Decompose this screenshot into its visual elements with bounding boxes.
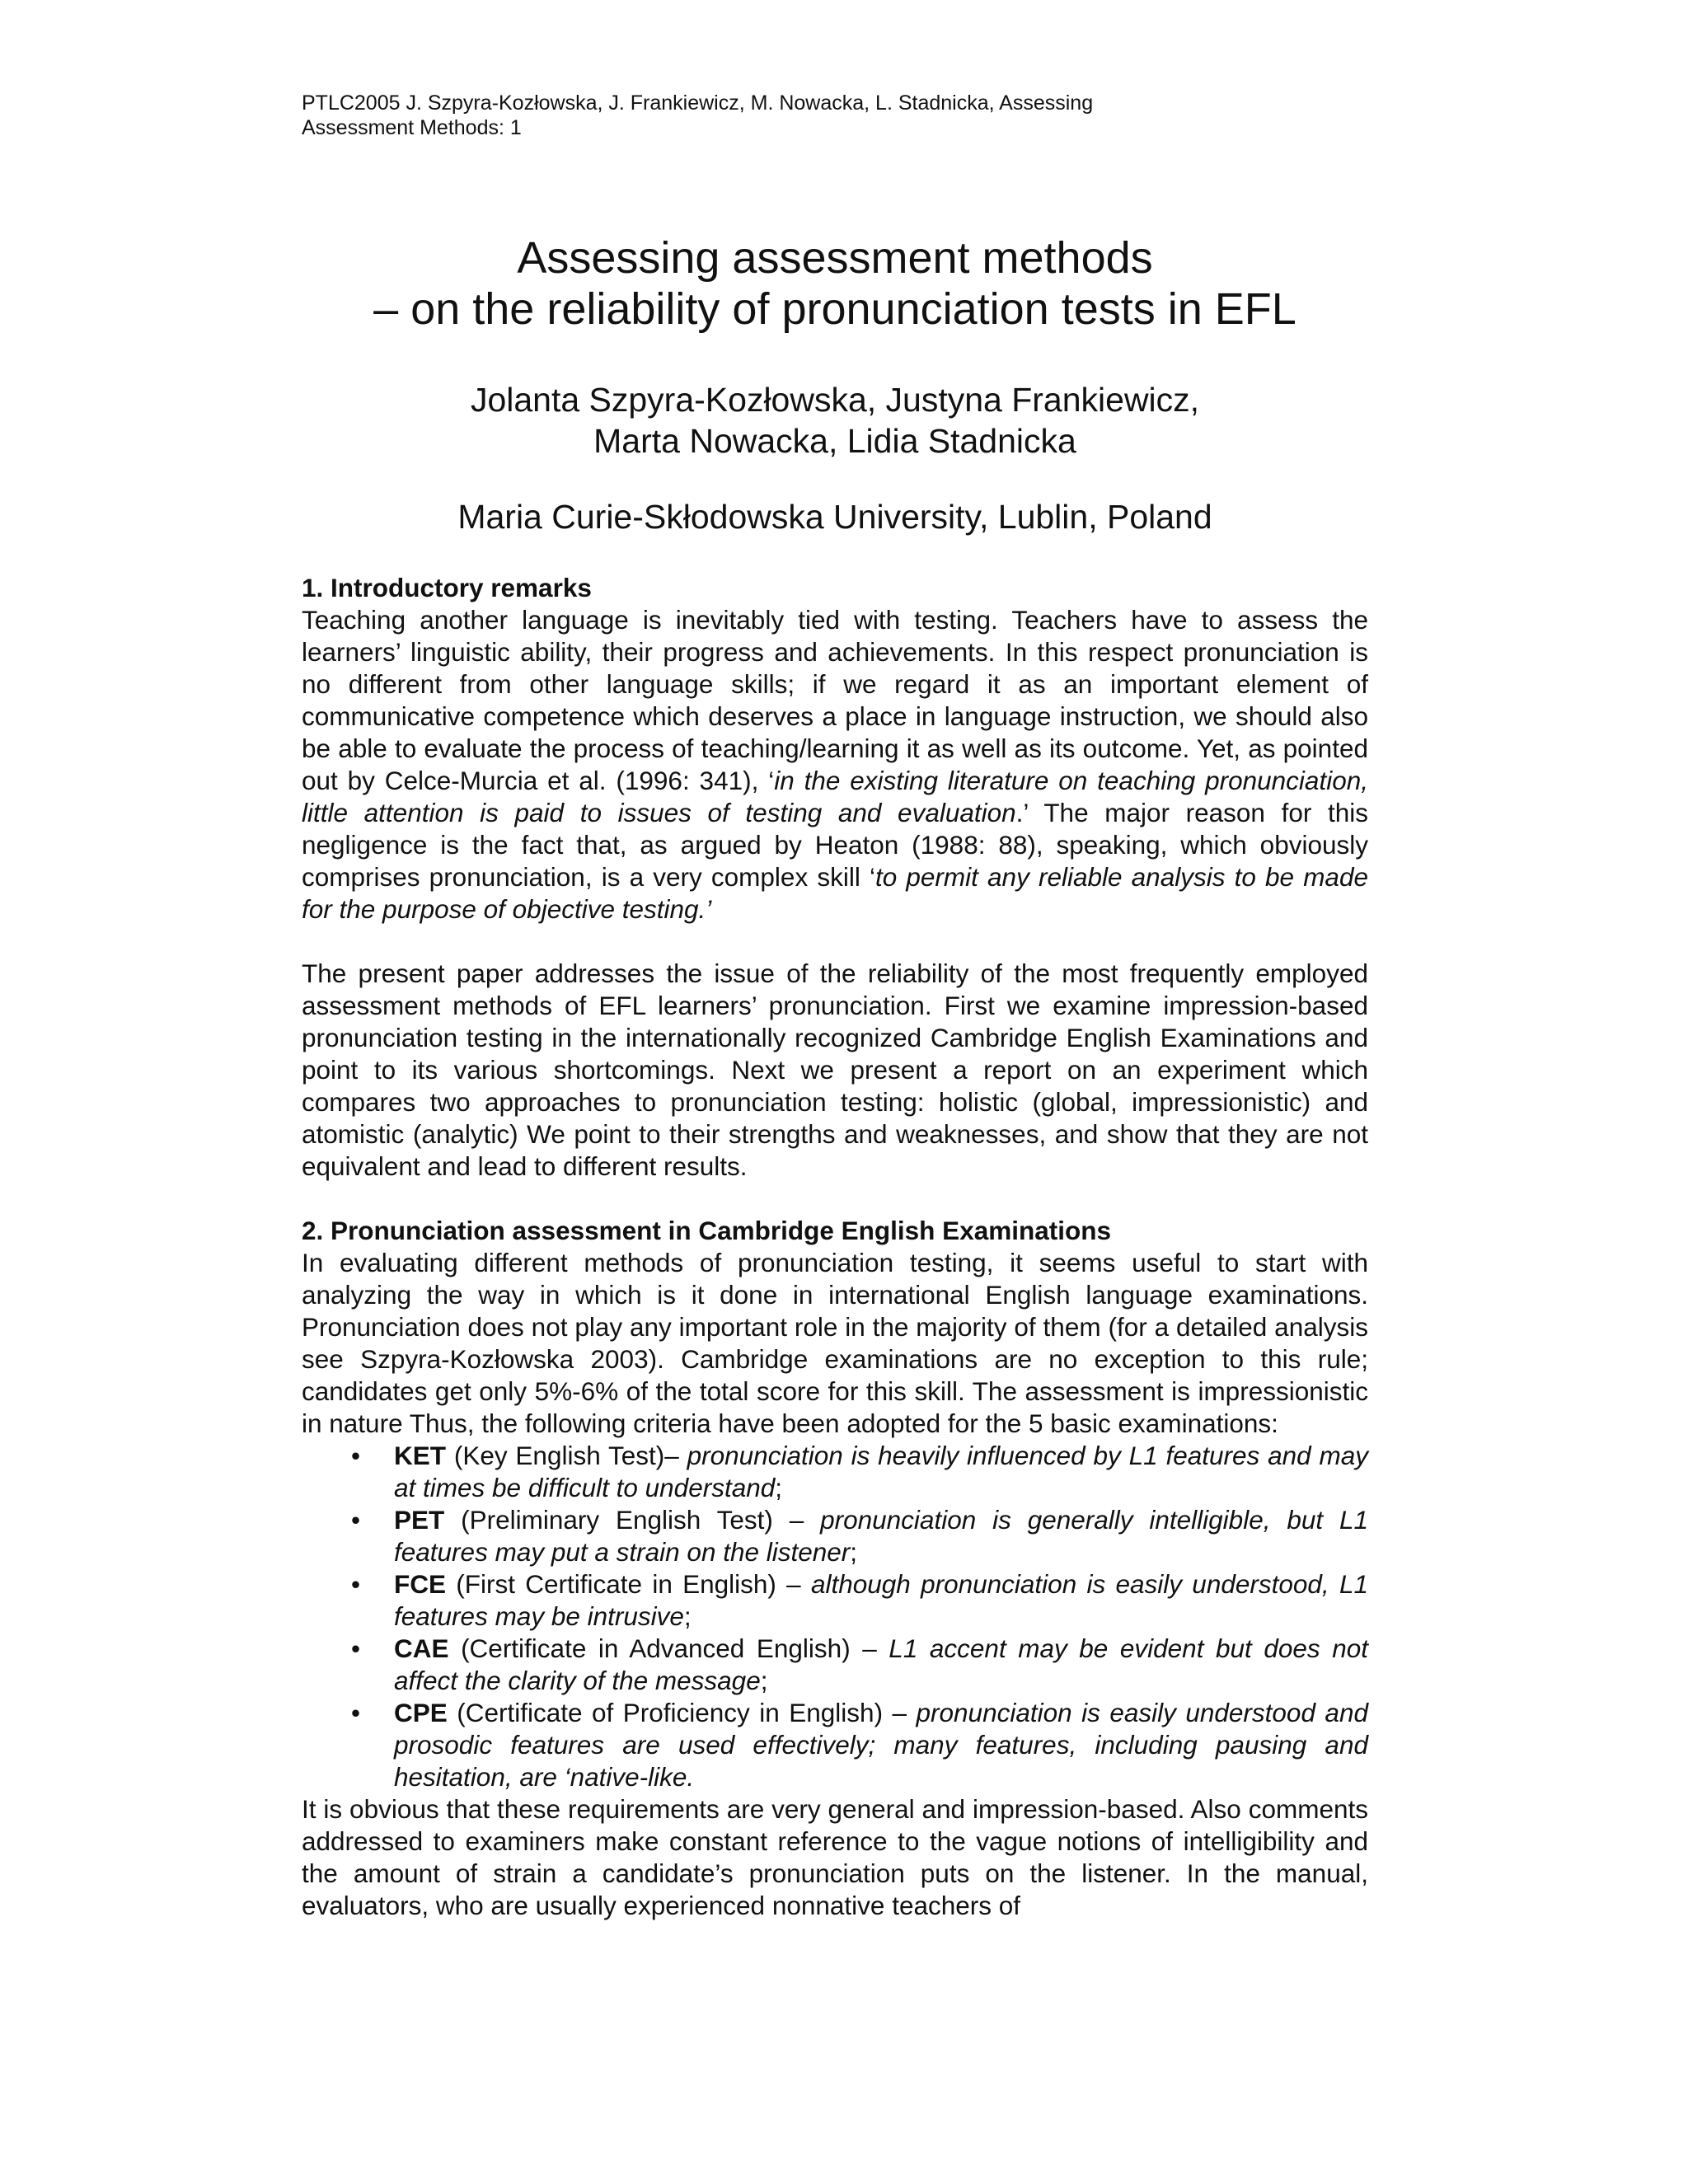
section-2-paragraph-1: In evaluating different methods of pronunciation testing, it seems useful to start with analyzing the way in which is it done in international English language examinations. Pronunciation does not play any important role in the majority of them (for a detailed analysis see Szpyra-Kozłowska 2003). Cambridge examinations are no exception to this rule; candidates get only 5%-6% of the total score for this skill. The assessment is impressionistic in nature Thus, the following criteria have been adopted for the 5 basic examinations: <box>302 1248 1368 1438</box>
list-item <box>302 1504 1368 1568</box>
authors-line-1: Jolanta Szpyra-Kozłowska, Justyna Frankiewicz, <box>470 381 1200 419</box>
paragraph-text: .’ The major reason for this negligence is the fact that, as argued by Heaton (1988: 88), speaking, which obviously comprises pronunciation, is a very complex skill ‘ <box>302 798 1368 892</box>
item-punctuation: ; <box>775 1473 783 1502</box>
item-punctuation: ; <box>850 1537 858 1567</box>
exam-full-name: (Preliminary English Test) – <box>444 1505 821 1535</box>
exam-full-name: (First Certificate in English) – <box>446 1569 811 1599</box>
quote-celce-murcia: in the existing literature on teaching pronunciation, little attention is paid to issues of testing and evaluation <box>302 766 1368 827</box>
exam-criterion: pronunciation is heavily influenced by L1 features and may at times be difficult to understand <box>394 1441 1368 1502</box>
running-header <box>302 91 1368 140</box>
title-line-2: – on the reliability of pronunciation tests in EFL <box>373 284 1296 334</box>
exam-code: FCE <box>394 1569 446 1599</box>
section-1-paragraph-1 <box>302 604 1368 926</box>
bullet-icon: • <box>351 1633 361 1663</box>
exam-full-name: (Key English Test)– <box>446 1441 687 1470</box>
item-punctuation: ; <box>683 1601 692 1631</box>
paper-title <box>302 232 1368 335</box>
bullet-icon: • <box>351 1505 361 1535</box>
exam-code: KET <box>394 1441 446 1470</box>
item-punctuation: ; <box>760 1666 768 1695</box>
exam-full-name: (Certificate in Advanced English) – <box>448 1633 889 1663</box>
exam-criteria-list <box>302 1440 1368 1793</box>
section-1-heading: 1. Introductory remarks <box>302 573 592 602</box>
exam-code: CPE <box>394 1698 448 1727</box>
exam-full-name: (Certificate of Proficiency in English) – <box>447 1698 917 1727</box>
running-header-line-2: Assessment Methods: 1 <box>302 116 522 139</box>
section-2-paragraph-2: It is obvious that these requirements are very general and impression-based. Also comments addressed to examiners make constant reference to the vague notions of intelligibility and the amount of strain a candidate’s pronunciation puts on the listener. In the manual, evaluators, who are usually experienced nonnative teachers of <box>302 1794 1368 1920</box>
paragraph-text: Teaching another language is inevitably tied with testing. Teachers have to assess the learners’ linguistic ability, their progress and achievements. In this respect pronunciation is no different from other language skills; if we regard it as an important element of communicative competence which deserves a place in language instruction, we should also be able to evaluate the process of teaching/learning it as well as its outcome. Yet, as pointed out by Celce-Murcia et al. (1996: 341), ‘ <box>302 605 1368 795</box>
bullet-icon: • <box>351 1441 361 1470</box>
list-item <box>302 1633 1368 1697</box>
list-item <box>302 1697 1368 1793</box>
exam-criterion: pronunciation is generally intelligible, but L1 features may put a strain on the listener <box>394 1505 1368 1567</box>
section-cambridge-examinations <box>302 1215 1368 1922</box>
paper-page <box>302 91 1368 1922</box>
exam-code: CAE <box>394 1633 449 1663</box>
exam-code: PET <box>394 1505 445 1535</box>
bullet-icon: • <box>351 1698 361 1727</box>
list-item <box>302 1568 1368 1633</box>
bullet-icon: • <box>351 1569 361 1599</box>
exam-criterion: L1 accent may be evident but does not affect the clarity of the message <box>394 1633 1368 1695</box>
section-2-heading: 2. Pronunciation assessment in Cambridge English Examinations <box>302 1216 1111 1245</box>
affiliation: Maria Curie-Skłodowska University, Lublin, Poland <box>457 498 1212 536</box>
authors-line-2: Marta Nowacka, Lidia Stadnicka <box>593 422 1076 460</box>
exam-criterion: although pronunciation is easily understood, L1 features may be intrusive <box>394 1569 1368 1631</box>
title-line-1: Assessing assessment methods <box>517 233 1153 283</box>
author-list <box>302 379 1368 462</box>
running-header-line-1: PTLC2005 J. Szpyra-Kozłowska, J. Frankiewicz, M. Nowacka, L. Stadnicka, Assessing <box>302 91 1094 115</box>
list-item <box>302 1440 1368 1504</box>
section-introductory-remarks <box>302 572 1368 1183</box>
section-1-paragraph-2: The present paper addresses the issue of the reliability of the most frequently employed assessment methods of EFL learners’ pronunciation. First we examine impression-based pronunciation testing in the internationally recognized Cambridge English Examinations and point to its various shortcomings. Next we present a report on an experiment which compares two approaches to pronunciation testing: holistic (global, impressionistic) and atomistic (analytic) We point to their strengths and weaknesses, and show that they are not equivalent and lead to different results. <box>302 958 1368 1181</box>
exam-criterion: pronunciation is easily understood and prosodic features are used effectively; many features, including pausing and hesitation, are ‘native-like. <box>394 1698 1368 1792</box>
quote-heaton: to permit any reliable analysis to be made for the purpose of objective testing.’ <box>302 862 1368 924</box>
